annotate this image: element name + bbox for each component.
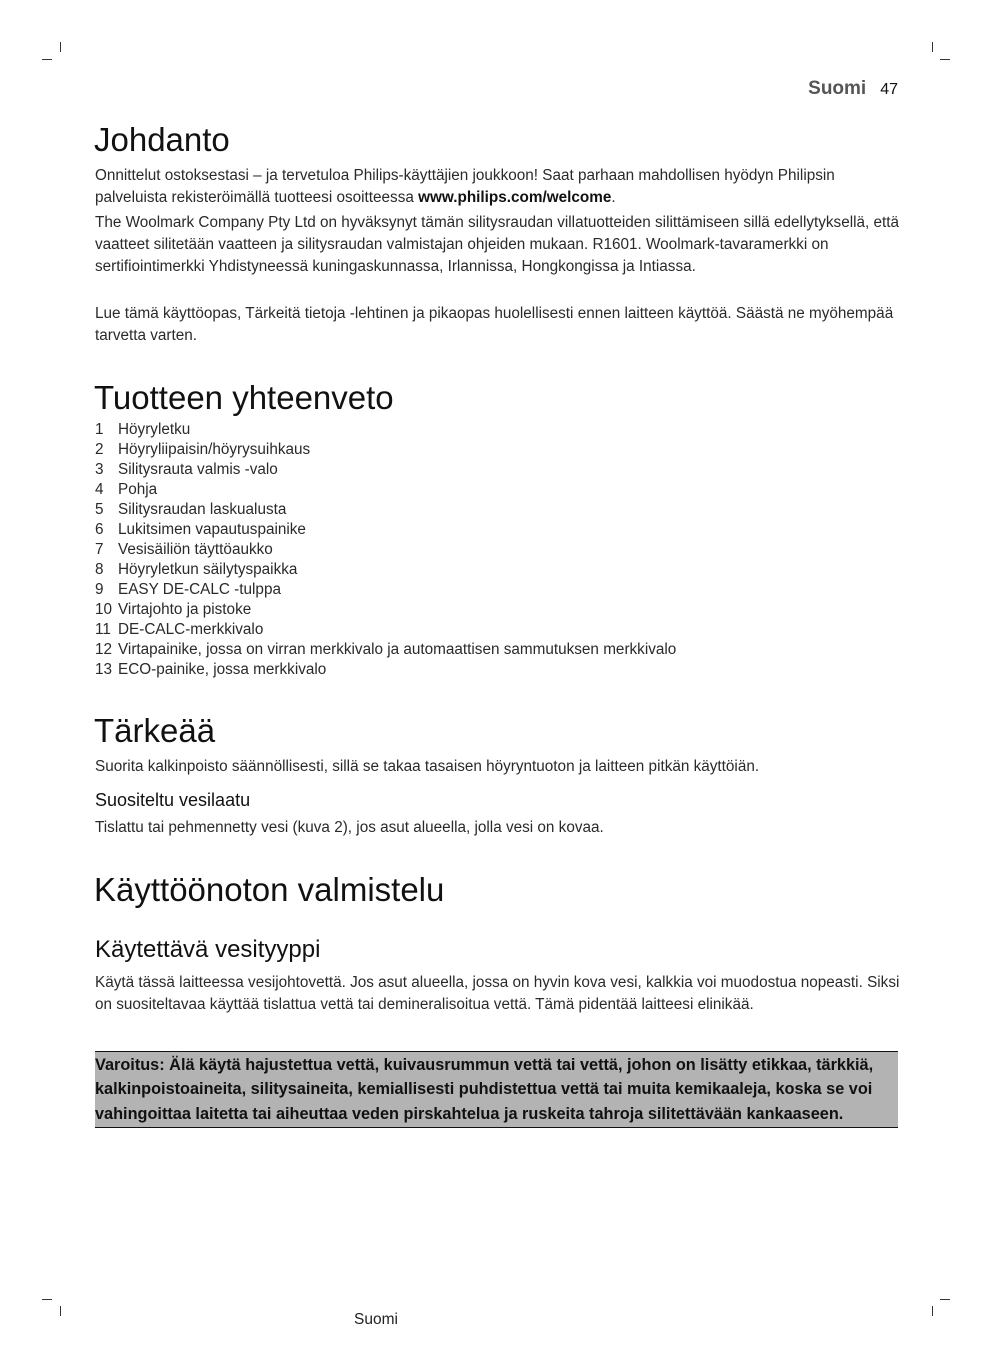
item-number: 2 bbox=[95, 441, 104, 458]
heading-preparation: Käyttöönoton valmistelu bbox=[94, 871, 445, 908]
item-number: 5 bbox=[95, 501, 104, 518]
list-item bbox=[95, 520, 676, 540]
heading-important: Tärkeää bbox=[94, 712, 216, 749]
page-header bbox=[808, 78, 898, 100]
list-item bbox=[95, 540, 676, 560]
intro-paragraph-3: Lue tämä käyttöopas, Tärkeitä tietoja -lehtinen ja pikaopas huolellisesti ennen laitteen käyttöä. Säästä ne myöhempää tarvetta varten. bbox=[95, 305, 894, 344]
list-item bbox=[95, 600, 676, 620]
item-label: Höyryliipaisin/höyrysuihkaus bbox=[118, 441, 311, 458]
item-number: 13 bbox=[95, 661, 113, 678]
intro-paragraph-1 bbox=[95, 165, 900, 209]
intro-text-end: . bbox=[611, 188, 616, 206]
item-label: Silitysraudan laskualusta bbox=[118, 501, 287, 518]
list-item bbox=[95, 580, 676, 600]
product-overview-list bbox=[95, 420, 676, 680]
item-number: 3 bbox=[95, 461, 104, 478]
subheading-water-quality: Suositeltu vesilaatu bbox=[95, 790, 251, 810]
list-item bbox=[95, 480, 676, 500]
item-number: 11 bbox=[95, 621, 111, 638]
item-label: DE-CALC-merkkivalo bbox=[118, 621, 264, 638]
item-label: Pohja bbox=[118, 481, 158, 498]
subheading-water-type: Käytettävä vesityyppi bbox=[95, 936, 321, 963]
item-label: ECO-painike, jossa merkkivalo bbox=[118, 661, 327, 678]
philips-link[interactable]: www.philips.com/welcome bbox=[418, 188, 612, 206]
list-item bbox=[95, 660, 676, 680]
warning-box: Varoitus: Älä käytä hajustettua vettä, kuivausrummun vettä tai vettä, johon on lisätty etikkaa, tärkkiä, kalkinpoistoaineita, silitysaineita, kemiallisesti puhdistettua vettä tai muita kemikaaleja, koska se voi vahingoittaa laitetta tai aiheuttaa veden pirskahtelua ja ruskeita tahroja silitettävään kankaaseen. bbox=[95, 1051, 898, 1128]
item-label: Virtajohto ja pistoke bbox=[118, 601, 252, 618]
list-item bbox=[95, 640, 676, 660]
footer-language: Suomi bbox=[354, 1311, 398, 1328]
intro-paragraph-2: The Woolmark Company Pty Ltd on hyväksynyt tämän silitysraudan villatuotteiden silittämiseen sillä edellytyksellä, että vaatteet silitetään vaatteen ja silitysraudan valmistajan ohjeiden mukaan. R1601. Woolmark-tavaramerkki on sertifiointimerkki Yhdistyneessä kuningaskunnassa, Irlannissa, Hongkongissa ja Intiassa. bbox=[95, 214, 900, 275]
item-number: 9 bbox=[95, 581, 104, 598]
header-language: Suomi bbox=[808, 78, 867, 99]
item-number: 8 bbox=[95, 561, 104, 578]
heading-intro: Johdanto bbox=[94, 121, 230, 158]
item-label: EASY DE-CALC -tulppa bbox=[118, 581, 281, 598]
list-item bbox=[95, 460, 676, 480]
water-type-text: Käytä tässä laitteessa vesijohtovettä. Jos asut alueella, jossa on hyvin kova vesi, kalkkia voi muodostua nopeasti. Siksi on suositeltavaa käyttää tislattua vettä tai demineralisoitua vettä. Tämä pidentää laitteesi elinikää. bbox=[95, 974, 900, 1013]
list-item bbox=[95, 560, 676, 580]
list-item bbox=[95, 500, 676, 520]
item-number: 10 bbox=[95, 601, 113, 618]
item-number: 12 bbox=[95, 641, 113, 658]
item-label: Lukitsimen vapautuspainike bbox=[118, 521, 306, 538]
list-item bbox=[95, 620, 676, 640]
heading-overview: Tuotteen yhteenveto bbox=[94, 379, 394, 416]
list-item bbox=[95, 420, 676, 440]
item-label: Silitysrauta valmis -valo bbox=[118, 461, 278, 478]
item-label: Virtapainike, jossa on virran merkkivalo ja automaattisen sammutuksen merkkivalo bbox=[118, 641, 677, 658]
page-number: 47 bbox=[880, 81, 898, 98]
item-number: 1 bbox=[95, 421, 104, 438]
item-label: Vesisäiliön täyttöaukko bbox=[118, 541, 273, 558]
item-label: Höyryletkun säilytyspaikka bbox=[118, 561, 298, 578]
important-text: Suorita kalkinpoisto säännöllisesti, sillä se takaa tasaisen höyryntuoton ja laitteen pitkän käyttöiän. bbox=[95, 758, 760, 775]
item-number: 7 bbox=[95, 541, 104, 558]
water-quality-text: Tislattu tai pehmennetty vesi (kuva 2), jos asut alueella, jolla vesi on kovaa. bbox=[95, 819, 604, 836]
item-number: 4 bbox=[95, 481, 104, 498]
list-item bbox=[95, 440, 676, 460]
item-label: Höyryletku bbox=[118, 421, 191, 438]
intro-text: Onnittelut ostoksestasi – ja tervetuloa Philips-käyttäjien joukkoon! Saat parhaan mahdollisen hyödyn Philipsin palveluista rekisteröimällä tuotteesi osoitteessa bbox=[95, 167, 835, 206]
item-number: 6 bbox=[95, 521, 104, 538]
